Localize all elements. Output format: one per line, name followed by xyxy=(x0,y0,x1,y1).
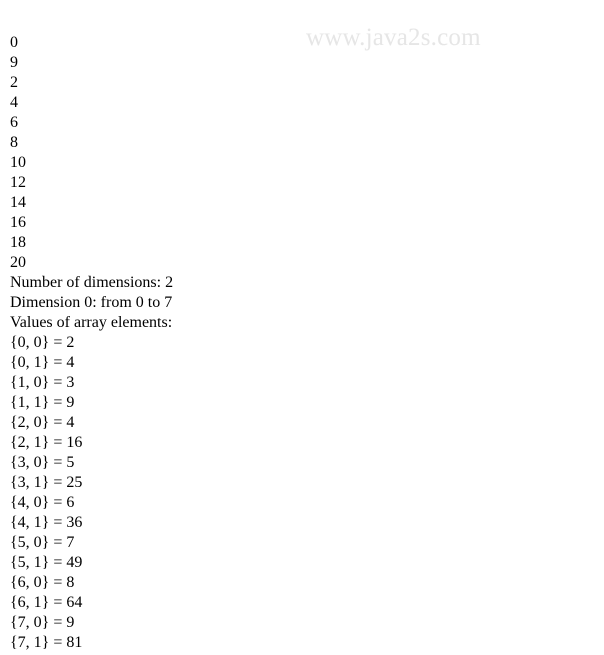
array-element-line: {6, 0} = 8 xyxy=(10,574,75,591)
console-output xyxy=(10,33,590,653)
output-line: 6 xyxy=(10,114,18,131)
array-element-line: {2, 0} = 4 xyxy=(10,414,75,431)
watermark-text: www.java2s.com xyxy=(306,24,481,51)
array-element-line: {0, 1} = 4 xyxy=(10,354,75,371)
output-line: 10 xyxy=(10,154,26,171)
array-element-line: {4, 0} = 6 xyxy=(10,494,75,511)
output-line: 2 xyxy=(10,74,18,91)
values-heading-line: Values of array elements: xyxy=(10,314,173,331)
array-element-line: {2, 1} = 16 xyxy=(10,434,83,451)
output-line: 4 xyxy=(10,94,18,111)
output-line: 16 xyxy=(10,214,26,231)
dimensions-count-line: Number of dimensions: 2 xyxy=(10,274,174,291)
array-element-line: {7, 1} = 81 xyxy=(10,634,83,651)
array-element-line: {6, 1} = 64 xyxy=(10,594,83,611)
array-element-line: {1, 1} = 9 xyxy=(10,394,75,411)
output-line: 12 xyxy=(10,174,26,191)
array-element-line: {3, 1} = 25 xyxy=(10,474,83,491)
output-line: 20 xyxy=(10,254,26,271)
array-element-line: {3, 0} = 5 xyxy=(10,454,75,471)
array-element-line: {1, 0} = 3 xyxy=(10,374,75,391)
output-line: 18 xyxy=(10,234,26,251)
output-line: 8 xyxy=(10,134,18,151)
array-element-line: {5, 1} = 49 xyxy=(10,554,83,571)
array-element-line: {7, 0} = 9 xyxy=(10,614,75,631)
array-element-line: {4, 1} = 36 xyxy=(10,514,83,531)
array-element-line: {0, 0} = 2 xyxy=(10,334,75,351)
output-line: 14 xyxy=(10,194,26,211)
array-element-line: {5, 0} = 7 xyxy=(10,534,75,551)
output-line: 9 xyxy=(10,54,18,71)
dimension-range-line: Dimension 0: from 0 to 7 xyxy=(10,294,173,311)
output-line: 0 xyxy=(10,34,18,51)
